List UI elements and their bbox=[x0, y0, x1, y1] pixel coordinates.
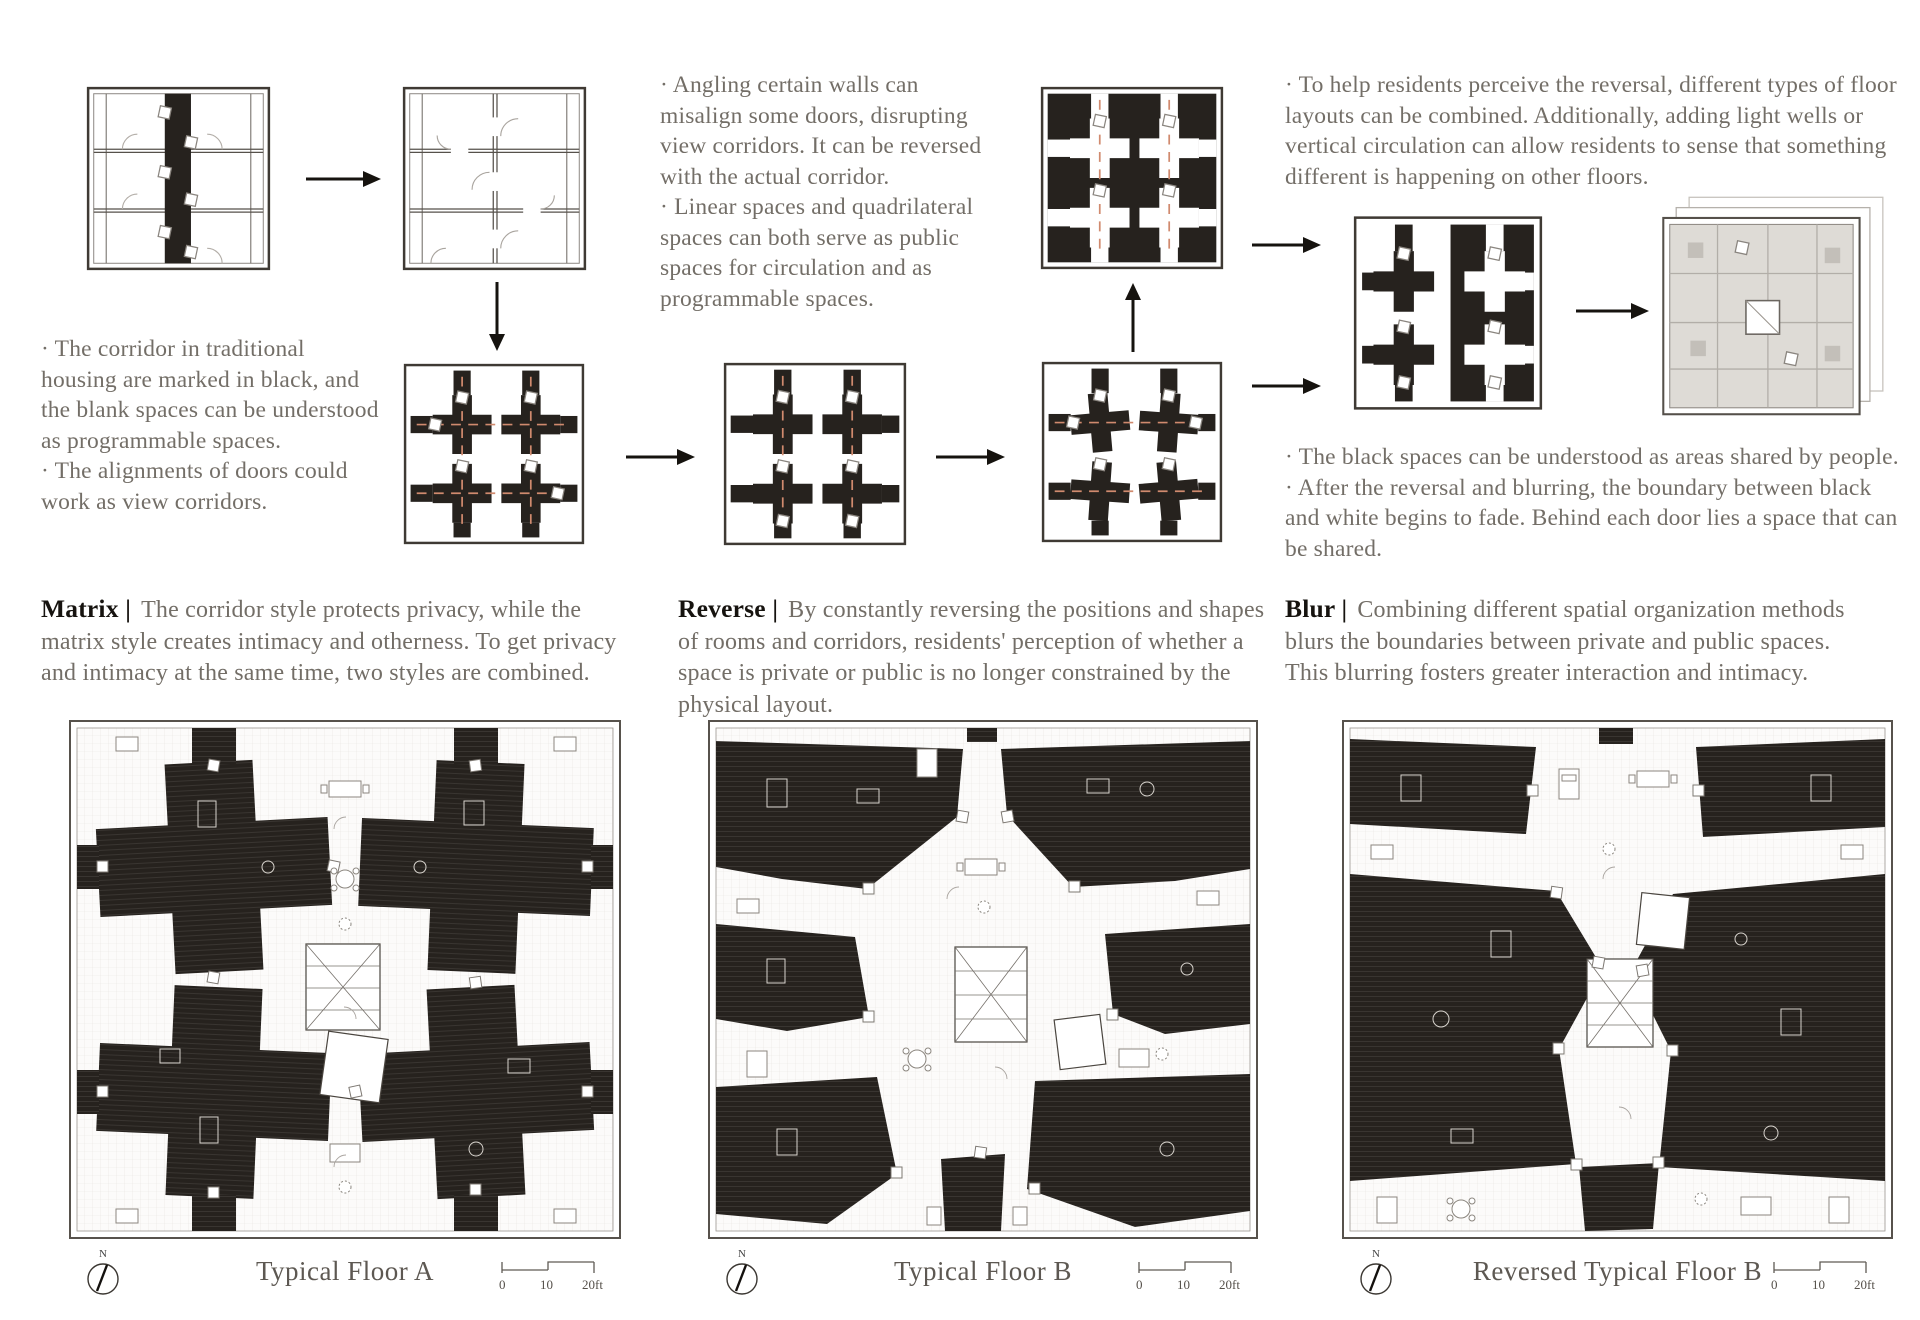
matrix-plan-diagram bbox=[402, 360, 586, 548]
floor-plan-typical-a bbox=[68, 719, 622, 1240]
note-line: · The black spaces can be understood as areas shared by people. bbox=[1285, 444, 1899, 470]
plan-b-label: Typical Floor B bbox=[893, 1256, 1073, 1286]
half-reversed-plan-diagram bbox=[1352, 214, 1544, 412]
blur-section bbox=[1285, 592, 1877, 690]
svg-text:N: N bbox=[738, 1248, 746, 1260]
corridor-plan-diagram bbox=[85, 85, 272, 272]
svg-text:0: 0 bbox=[499, 1277, 506, 1292]
arrow-right-icon bbox=[1252, 234, 1322, 256]
arrow-down-icon bbox=[486, 282, 508, 352]
plan-c-caption bbox=[1341, 1246, 1894, 1316]
matrix-view-corridor-diagram bbox=[722, 360, 908, 548]
note-line: · The alignments of doors could work as view corridors. bbox=[41, 458, 348, 515]
floor-plan-typical-b bbox=[707, 719, 1259, 1240]
scale-bar bbox=[1135, 1254, 1253, 1294]
svg-text:20ft: 20ft bbox=[1854, 1277, 1875, 1292]
svg-text:10: 10 bbox=[1177, 1277, 1190, 1292]
note-perceive bbox=[1285, 70, 1897, 192]
note-line: · Angling certain walls can misalign some doors, disrupting view corridors. It can be reversed with the actual corridor. bbox=[660, 72, 982, 190]
note-line: · After the reversal and blurring, the boundary between black and white begins to fade. Behind each door lies a space that can be shared. bbox=[1285, 474, 1898, 562]
arrow-right-icon bbox=[1252, 375, 1322, 397]
arrow-right-icon bbox=[936, 446, 1006, 468]
aligned-doors-plan-diagram bbox=[401, 85, 588, 272]
svg-text:0: 0 bbox=[1136, 1277, 1143, 1292]
note-line: · To help residents perceive the reversal, different types of floor layouts can be combined. Additionally, adding light wells or vertical circulation can allow residents to sense that something different is happening on other floors. bbox=[1285, 72, 1897, 190]
matrix-section bbox=[41, 592, 629, 690]
svg-text:N: N bbox=[99, 1248, 107, 1260]
stacked-floors-diagram bbox=[1662, 196, 1888, 422]
svg-text:10: 10 bbox=[540, 1277, 553, 1292]
arrow-up-icon bbox=[1122, 282, 1144, 352]
arrow-right-icon bbox=[1576, 300, 1650, 322]
reverse-term: Reverse | bbox=[678, 594, 779, 623]
reversed-plan-diagram bbox=[1039, 85, 1225, 271]
svg-text:N: N bbox=[1372, 1248, 1380, 1260]
plan-c-label: Reversed Typical Floor B bbox=[1472, 1256, 1763, 1286]
svg-text:20ft: 20ft bbox=[582, 1277, 603, 1292]
scale-bar bbox=[498, 1254, 616, 1294]
note-shared bbox=[1285, 442, 1899, 564]
note-angling bbox=[660, 70, 1000, 314]
arrow-right-icon bbox=[626, 446, 696, 468]
plan-a-label: Typical Floor A bbox=[255, 1256, 435, 1286]
skewed-matrix-diagram bbox=[1039, 360, 1225, 544]
plan-b-caption bbox=[707, 1246, 1259, 1316]
matrix-body: The corridor style protects privacy, while the matrix style creates intimacy and otherness. To get privacy and intimacy at the same time, two styles are combined. bbox=[41, 597, 617, 687]
reverse-section bbox=[678, 592, 1278, 722]
note-corridor bbox=[41, 334, 386, 517]
blur-body: Combining different spatial organization methods blurs the boundaries between private and public spaces. This blurring fosters greater interaction and intimacy. bbox=[1285, 597, 1845, 687]
svg-text:20ft: 20ft bbox=[1219, 1277, 1240, 1292]
plan-a-caption bbox=[68, 1246, 622, 1316]
blur-term: Blur | bbox=[1285, 594, 1348, 623]
note-line: · The corridor in traditional housing are marked in black, and the blank spaces can be understood as programmable spaces. bbox=[41, 336, 379, 454]
note-line: · Linear spaces and quadrilateral spaces can both serve as public spaces for circulation and as programmable spaces. bbox=[660, 194, 974, 312]
floor-plan-reversed-typical-b bbox=[1341, 719, 1894, 1240]
reverse-body: By constantly reversing the positions and shapes of rooms and corridors, residents' perception of whether a space is private or public is no longer constrained by the physical layout. bbox=[678, 597, 1265, 719]
svg-text:0: 0 bbox=[1771, 1277, 1778, 1292]
scale-bar bbox=[1770, 1254, 1888, 1294]
svg-text:10: 10 bbox=[1812, 1277, 1825, 1292]
arrow-right-icon bbox=[306, 168, 382, 190]
matrix-term: Matrix | bbox=[41, 594, 132, 623]
